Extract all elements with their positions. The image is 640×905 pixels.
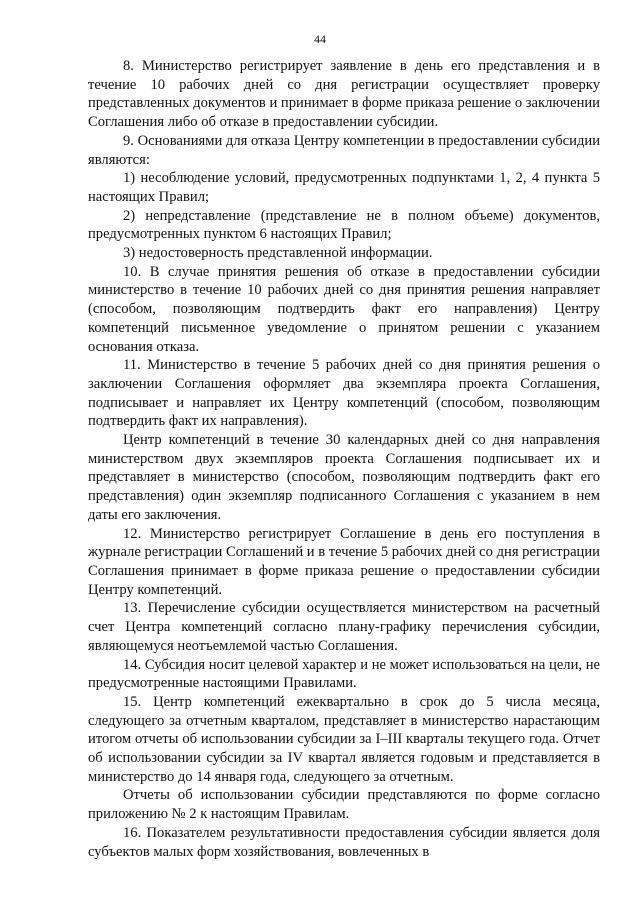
- paragraph-9-item-1: 1) несоблюдение условий, предусмотренных подпунктами 1, 2, 4 пункта 5 настоящих Правил;: [88, 170, 600, 205]
- paragraph-12: 12. Министерство регистрирует Соглашение в день его поступления в журнале регистрации Соглашений и в течение 5 рабочих дней со дня регистрации Соглашения принимает в форме приказа решение о предоставлении субсидии Центру компетенций.: [88, 525, 600, 598]
- paragraph-15-continued: Отчеты об использовании субсидии представляются по форме согласно приложению № 2 к настоящим Правилам.: [88, 787, 600, 823]
- paragraph-15: 15. Центр компетенций ежеквартально в срок до 5 числа месяца, следующего за отчетным кварталом, представляет в министерство нарастающим итогом отчеты об использовании субсидии за I–III кварталы текущего года. Отчет об использовании субсидии за IV квартал является годовым и представляется в министерство до 14 января года, следующего за отчетным.: [88, 693, 600, 785]
- paragraph-11-continued: Центр компетенций в течение 30 календарных дней со дня направления министерством двух экземпляров проекта Соглашения подписывает их и представляет в министерство (способом, позволяющим подтвердить факт его представления) один экземпляр подписанного Соглашения с указанием в нем даты его заключения.: [88, 432, 600, 523]
- paragraph-8: 8. Министерство регистрирует заявление в день его представления и в течение 10 рабочих дней со дня регистрации осуществляет проверку представленных документов и принимает в форме приказа решение о заключении Соглашения либо об отказе в предоставлении субсидии.: [88, 58, 600, 131]
- page-number: 44: [314, 32, 326, 46]
- paragraph-16: 16. Показателем результативности предоставления субсидии является доля субъектов малых форм хозяйствования, вовлеченных в: [88, 824, 600, 860]
- paragraph-11: 11. Министерство в течение 5 рабочих дней со дня принятия решения о заключении Соглашения оформляет два экземпляра проекта Соглашения, подписывает и направляет их Центру компетенций (способом, позволяющим подтвердить факт их направления).: [88, 357, 600, 430]
- paragraph-10: 10. В случае принятия решения об отказе в предоставлении субсидии министерство в течение 10 рабочих дней со дня принятия решения направляет (способом, позволяющим подтвердить факт его направления) Центру компетенций письменное уведомление о принятом решении с указанием основания отказа.: [88, 263, 600, 355]
- document-body: [88, 57, 600, 861]
- paragraph-9: 9. Основаниями для отказа Центру компетенции в предоставлении субсидии являются:: [88, 132, 600, 168]
- paragraph-9-item-3: 3) недостоверность представленной информации.: [123, 245, 433, 262]
- paragraph-14: 14. Субсидия носит целевой характер и не может использоваться на цели, не предусмотренные настоящими Правилами.: [88, 656, 600, 692]
- paragraph-13: 13. Перечисление субсидии осуществляется министерством на расчетный счет Центра компетенций согласно плану-графику перечисления субсидии, являющемуся неотъемлемой частью Соглашения.: [88, 600, 600, 654]
- paragraph-9-item-2: 2) непредставление (представление не в полном объеме) документов, предусмотренных пунктом 6 настоящих Правил;: [88, 207, 600, 243]
